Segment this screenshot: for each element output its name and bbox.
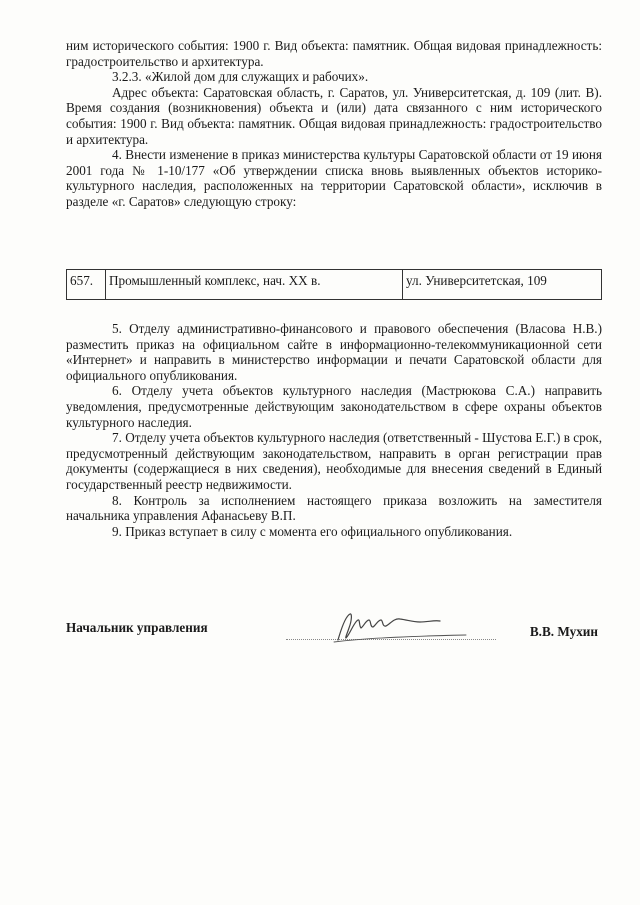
paragraph-continuation: ним исторического события: 1900 г. Вид объекта: памятник. Общая видовая принадлежность: градостроительство и архитектура. [66,38,602,69]
paragraph-item-6: 6. Отделу учета объектов культурного наследия (Мастрюкова С.А.) направить уведомления, предусмотренные действующим законодательством в сфере охраны объектов культурного наследия. [66,383,602,430]
paragraph-item-3-2-3: 3.2.3. «Жилой дом для служащих и рабочих». [112,69,369,85]
signatory-title: Начальник управления [66,620,208,635]
paragraph-item-9: 9. Приказ вступает в силу с момента его официального опубликования. [112,523,513,539]
paragraph-item-8: 8. Контроль за исполнением настоящего приказа возложить на заместителя начальника управления Афанасьеву В.П. [66,492,602,524]
paragraph-address: Адрес объекта: Саратовская область, г. Саратов, ул. Университетская, д. 109 (лит. В). Время создания (возникновения) объекта и (или) дата связанного с ним исторического события: 1900 г. Вид объекта: памятник. Общая видовая принадлежность: градостроительство и архитектура. [66,84,602,147]
row-number-cell: 657. [67,270,106,300]
paragraph-item-4: 4. Внести изменение в приказ министерства культуры Саратовской области от 19 июня 2001 года № 1-10/177 «Об утверждении списка вновь выявленных объектов историко-культурного наследия, расположенных на территории Саратовской области», исключив в разделе «г. Саратов» следующую строку: [66,147,602,209]
paragraph-item-7: 7. Отделу учета объектов культурного наследия (ответственный - Шустова Е.Г.) в срок, предусмотренный действующим законодательством, направить в орган регистрации прав документы (содержащиеся в них сведения), необходимые для внесения сведений в Единый государственный реестр недвижимости. [66,430,602,492]
handwritten-signature-icon [316,608,516,648]
body-text-bottom [66,321,602,539]
signature-block [66,620,602,660]
table-row [67,270,602,300]
row-name-cell: Промышленный комплекс, нач. XX в. [106,270,403,300]
paragraph-item-5: 5. Отделу административно-финансового и правового обеспечения (Власова Н.В.) разместить приказ на официальном сайте в информационно-телекоммуникационной сети «Интернет» и направить в министерство информации и печати Саратовской области для официального опубликования. [66,321,602,383]
excluded-row-table [66,269,602,300]
body-text-top [66,38,602,210]
row-address-cell: ул. Университетская, 109 [403,270,602,300]
signatory-name: В.В. Мухин [529,624,598,639]
excluded-row-table-wrap [66,269,602,300]
